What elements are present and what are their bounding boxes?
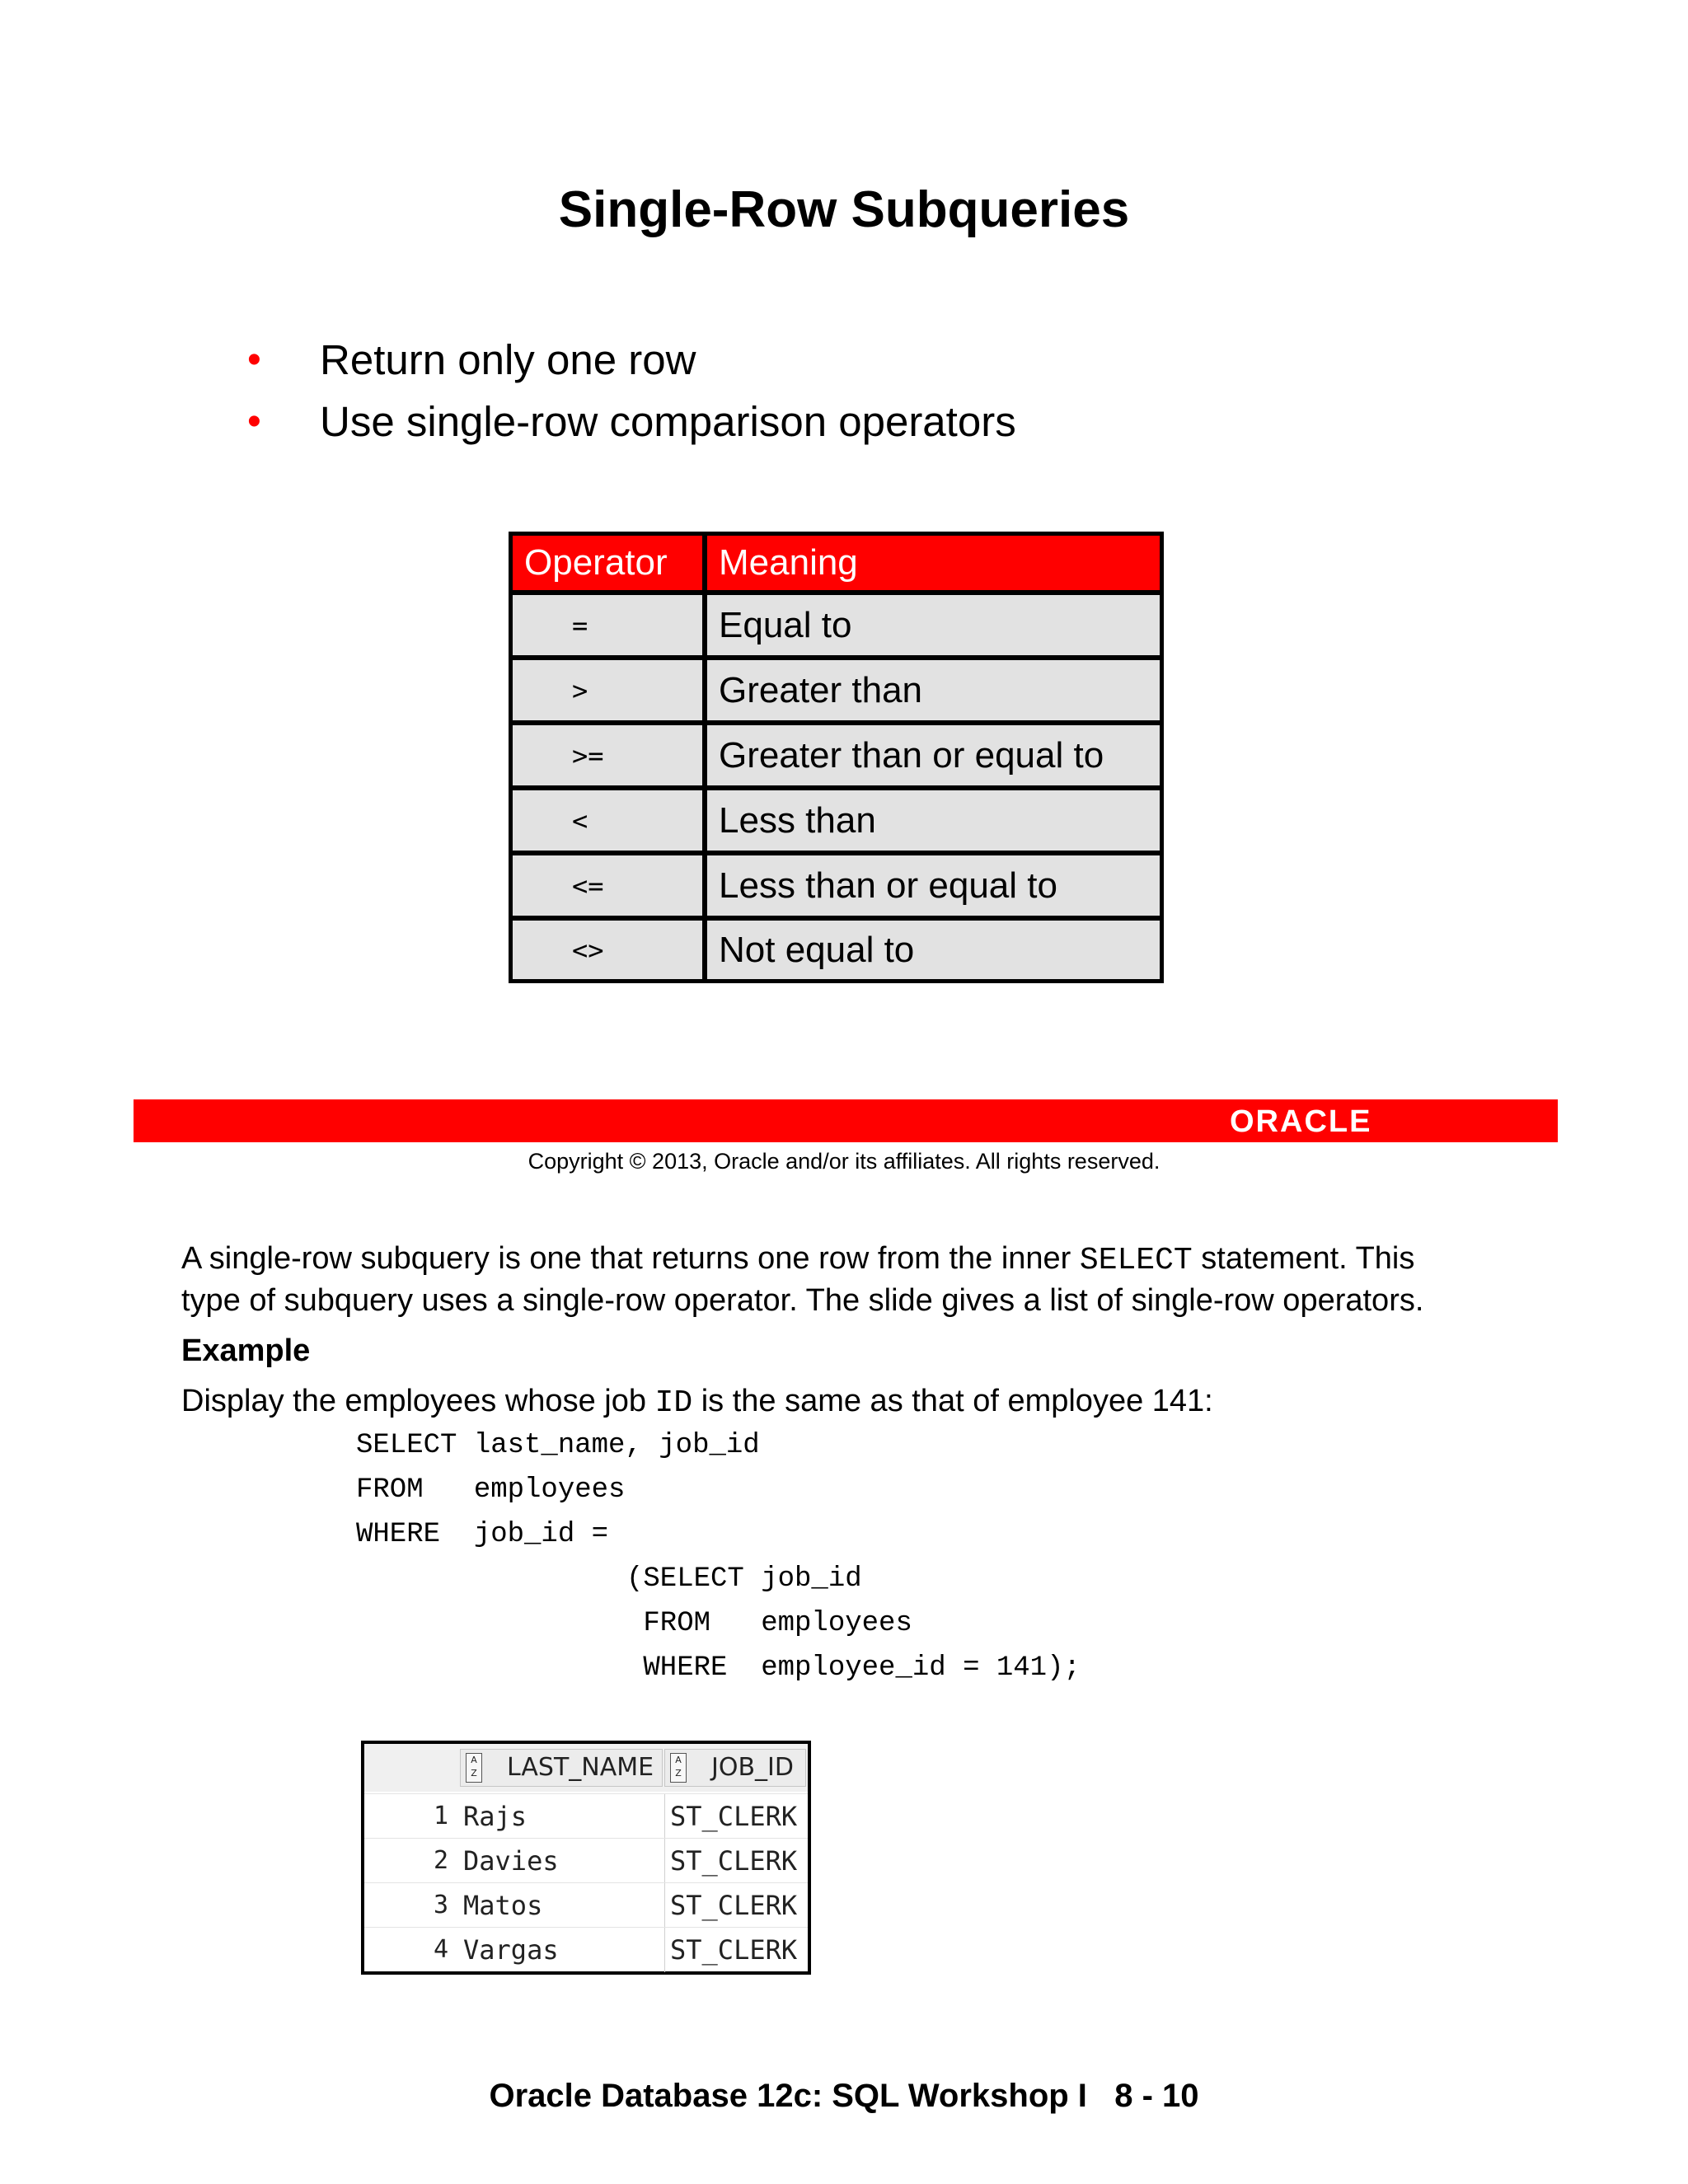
column-header-job-id[interactable] (664, 1749, 806, 1787)
inline-code: ID (654, 1385, 693, 1421)
row-number: 1 (433, 1802, 448, 1830)
cell-last-name: Vargas (463, 1934, 559, 1966)
operator-cell: <= (513, 855, 702, 916)
oracle-logo (1230, 1104, 1411, 1137)
bullet-icon: • (247, 400, 261, 443)
row-number: 4 (433, 1935, 448, 1964)
code-line: WHERE employee_id = 141); (626, 1652, 1081, 1684)
table-row (513, 790, 1160, 851)
meaning-cell: Less than (707, 790, 1160, 851)
cell-job-id: ST_CLERK (664, 1839, 808, 1883)
code-line: SELECT last_name, job_id (356, 1430, 760, 1461)
operator-cell: < (513, 790, 702, 851)
code-line: WHERE job_id = (356, 1519, 609, 1550)
operators-table (509, 532, 1164, 983)
table-row (513, 725, 1160, 785)
column-header-label: JOB_ID (711, 1753, 794, 1782)
cell-last-name: Matos (463, 1890, 543, 1921)
bullet-icon: • (247, 338, 261, 382)
result-grid-header (364, 1744, 808, 1792)
operator-cell: = (513, 595, 702, 655)
meaning-cell: Not equal to (707, 921, 1160, 979)
cell-job-id: ST_CLERK (664, 1794, 808, 1839)
cell-last-name: Rajs (463, 1801, 528, 1832)
row-number: 2 (433, 1846, 448, 1875)
table-row[interactable] (364, 1882, 808, 1928)
inline-code: SELECT (1079, 1243, 1193, 1278)
example-description (181, 1380, 1213, 1424)
operator-cell: >= (513, 725, 702, 785)
notes-text: A single-row subquery is one that returns one row from the inner (181, 1241, 1080, 1276)
copyright-text: Copyright © 2013, Oracle and/or its affiliates. All rights reserved. (528, 1149, 1160, 1174)
cell-last-name: Davies (463, 1845, 559, 1877)
meaning-cell: Less than or equal to (707, 855, 1160, 916)
notes-paragraph-line (181, 1238, 1414, 1282)
notes-paragraph-line: type of subquery uses a single-row operator. The slide gives a list of single-row operators. (181, 1283, 1424, 1318)
bullet-text: Use single-row comparison operators (320, 398, 1016, 445)
table-row (513, 660, 1160, 720)
operator-cell: <> (513, 921, 702, 979)
code-line: FROM employees (626, 1608, 912, 1639)
cell-job-id: ST_CLERK (664, 1928, 808, 1972)
table-row[interactable] (364, 1927, 808, 1972)
oracle-logo-text: ORACLE (1230, 1104, 1372, 1137)
meaning-cell: Greater than (707, 660, 1160, 720)
sort-icon[interactable]: A Z (670, 1753, 687, 1783)
meaning-cell: Equal to (707, 595, 1160, 655)
meaning-cell: Greater than or equal to (707, 725, 1160, 785)
notes-text: is the same as that of employee 141: (692, 1384, 1213, 1418)
table-row[interactable] (364, 1793, 808, 1839)
column-header-label: LAST_NAME (507, 1753, 654, 1782)
table-row (513, 921, 1160, 979)
header-meaning: Meaning (719, 542, 858, 583)
query-result-grid (361, 1741, 811, 1975)
code-line: FROM employees (356, 1474, 626, 1506)
page-footer: Oracle Database 12c: SQL Workshop I 8 - 10 (489, 2078, 1199, 2114)
bullet-text: Return only one row (320, 336, 696, 383)
table-row (513, 855, 1160, 916)
table-row (513, 595, 1160, 655)
table-row[interactable] (364, 1838, 808, 1883)
code-line: (SELECT job_id (626, 1563, 862, 1595)
operator-cell: > (513, 660, 702, 720)
column-header-last-name[interactable] (460, 1749, 663, 1787)
sort-icon[interactable]: A Z (466, 1753, 482, 1783)
slide-title: Single-Row Subqueries (558, 181, 1130, 238)
notes-text: statement. This (1192, 1241, 1415, 1276)
example-heading: Example (181, 1333, 311, 1368)
header-operator: Operator (524, 542, 668, 583)
cell-job-id: ST_CLERK (664, 1883, 808, 1928)
row-number: 3 (433, 1891, 448, 1919)
operators-table-header (513, 536, 1160, 590)
notes-text: Display the employees whose job (181, 1384, 655, 1418)
